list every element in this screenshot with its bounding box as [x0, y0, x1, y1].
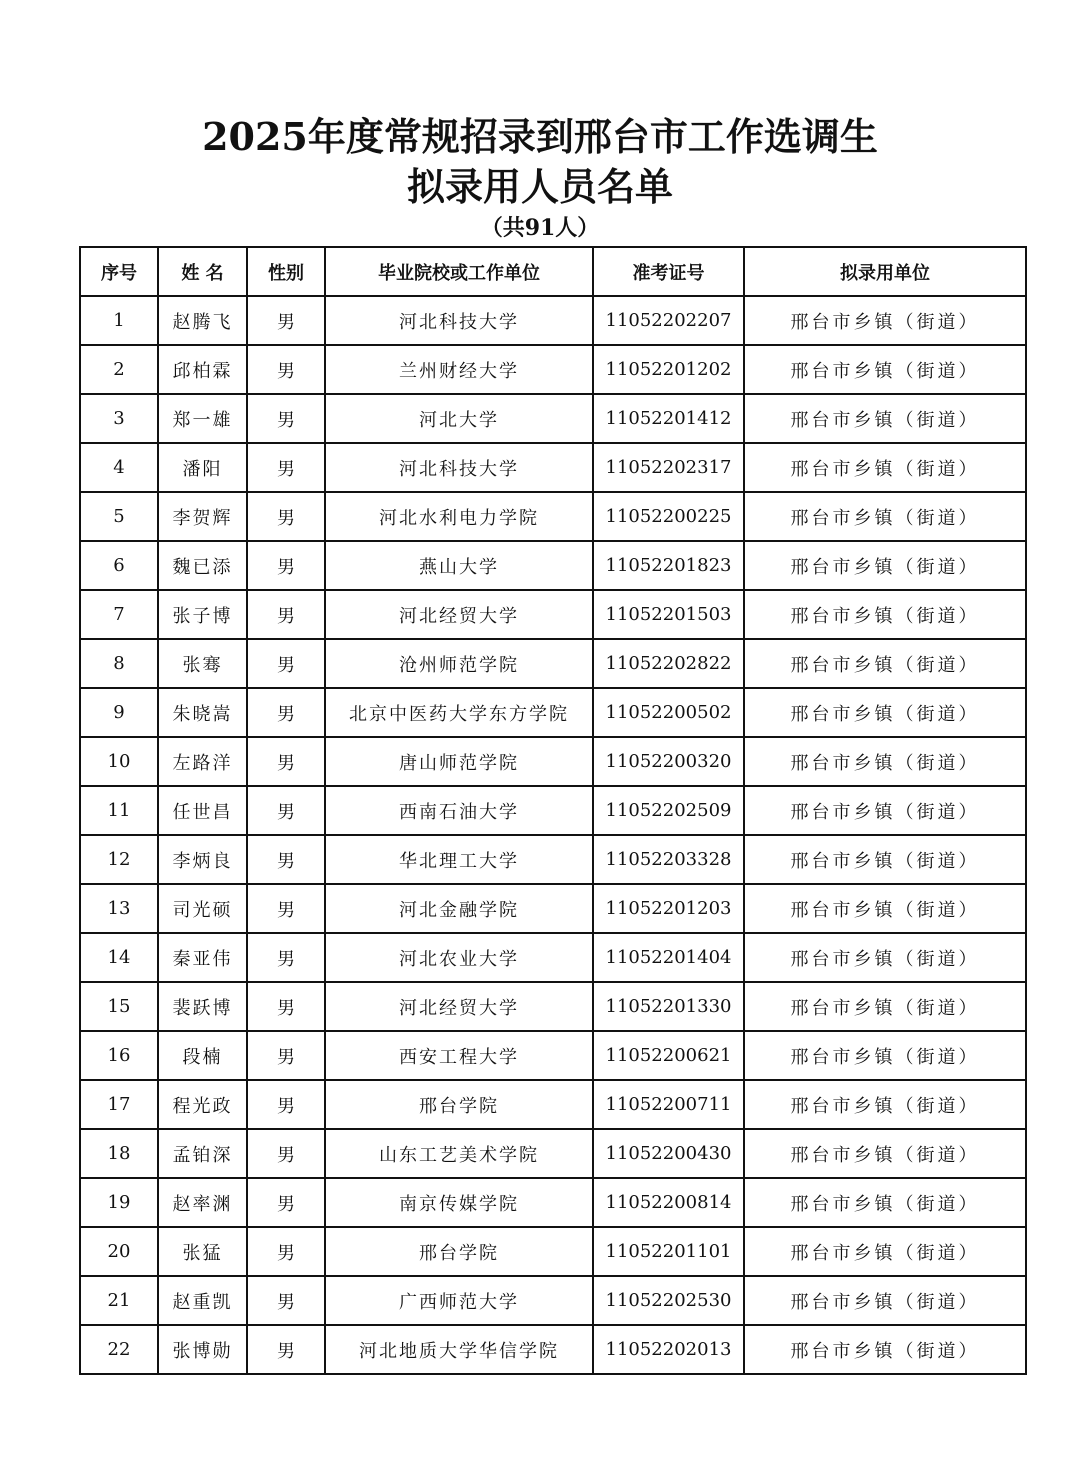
table-row	[80, 1227, 1026, 1276]
cell-name: 赵率渊	[158, 1178, 247, 1227]
cell-index: 15	[80, 982, 158, 1031]
cell-index: 2	[80, 345, 158, 394]
cell-assigned-unit: 邢台市乡镇（街道）	[744, 1031, 1026, 1080]
cell-exam-number: 11052201412	[593, 394, 744, 443]
cell-assigned-unit: 邢台市乡镇（街道）	[744, 1178, 1026, 1227]
cell-index: 1	[80, 296, 158, 345]
cell-gender: 男	[247, 933, 325, 982]
cell-name: 孟铂深	[158, 1129, 247, 1178]
cell-name: 张猛	[158, 1227, 247, 1276]
cell-name: 潘阳	[158, 443, 247, 492]
cell-exam-number: 11052200320	[593, 737, 744, 786]
table-row	[80, 345, 1026, 394]
cell-name: 魏已添	[158, 541, 247, 590]
cell-name: 张子博	[158, 590, 247, 639]
cell-school: 河北经贸大学	[325, 982, 593, 1031]
cell-name: 张骞	[158, 639, 247, 688]
cell-exam-number: 11052201330	[593, 982, 744, 1031]
cell-gender: 男	[247, 737, 325, 786]
table-row	[80, 982, 1026, 1031]
cell-school: 邢台学院	[325, 1227, 593, 1276]
cell-gender: 男	[247, 1031, 325, 1080]
cell-exam-number: 11052201404	[593, 933, 744, 982]
cell-index: 9	[80, 688, 158, 737]
cell-school: 邢台学院	[325, 1080, 593, 1129]
document-title-line-2: 拟录用人员名单	[406, 164, 673, 209]
cell-index: 14	[80, 933, 158, 982]
cell-school: 河北科技大学	[325, 443, 593, 492]
table-row	[80, 688, 1026, 737]
cell-assigned-unit: 邢台市乡镇（街道）	[744, 982, 1026, 1031]
cell-exam-number: 11052202013	[593, 1325, 744, 1374]
cell-gender: 男	[247, 296, 325, 345]
cell-name: 任世昌	[158, 786, 247, 835]
cell-gender: 男	[247, 590, 325, 639]
cell-assigned-unit: 邢台市乡镇（街道）	[744, 1276, 1026, 1325]
cell-index: 19	[80, 1178, 158, 1227]
cell-name: 段楠	[158, 1031, 247, 1080]
cell-name: 朱晓嵩	[158, 688, 247, 737]
cell-exam-number: 11052203328	[593, 835, 744, 884]
cell-gender: 男	[247, 443, 325, 492]
header-row	[80, 247, 1026, 296]
cell-assigned-unit: 邢台市乡镇（街道）	[744, 786, 1026, 835]
cell-index: 21	[80, 1276, 158, 1325]
cell-index: 20	[80, 1227, 158, 1276]
cell-index: 4	[80, 443, 158, 492]
cell-index: 5	[80, 492, 158, 541]
cell-school: 河北农业大学	[325, 933, 593, 982]
cell-name: 司光硕	[158, 884, 247, 933]
cell-index: 7	[80, 590, 158, 639]
cell-name: 程光政	[158, 1080, 247, 1129]
header-school: 毕业院校或工作单位	[325, 247, 593, 296]
table-row	[80, 835, 1026, 884]
cell-school: 沧州师范学院	[325, 639, 593, 688]
cell-exam-number: 11052201202	[593, 345, 744, 394]
cell-index: 13	[80, 884, 158, 933]
cell-index: 11	[80, 786, 158, 835]
title-block	[0, 112, 1080, 246]
cell-assigned-unit: 邢台市乡镇（街道）	[744, 835, 1026, 884]
cell-school: 西南石油大学	[325, 786, 593, 835]
cell-index: 16	[80, 1031, 158, 1080]
cell-school: 兰州财经大学	[325, 345, 593, 394]
table-row	[80, 541, 1026, 590]
cell-gender: 男	[247, 1276, 325, 1325]
cell-index: 18	[80, 1129, 158, 1178]
cell-gender: 男	[247, 884, 325, 933]
cell-index: 3	[80, 394, 158, 443]
cell-school: 南京传媒学院	[325, 1178, 593, 1227]
cell-exam-number: 11052201503	[593, 590, 744, 639]
cell-gender: 男	[247, 1227, 325, 1276]
cell-school: 河北大学	[325, 394, 593, 443]
cell-assigned-unit: 邢台市乡镇（街道）	[744, 884, 1026, 933]
cell-index: 12	[80, 835, 158, 884]
table-row	[80, 933, 1026, 982]
cell-gender: 男	[247, 1080, 325, 1129]
cell-assigned-unit: 邢台市乡镇（街道）	[744, 933, 1026, 982]
cell-name: 李炳良	[158, 835, 247, 884]
cell-assigned-unit: 邢台市乡镇（街道）	[744, 639, 1026, 688]
cell-assigned-unit: 邢台市乡镇（街道）	[744, 443, 1026, 492]
cell-assigned-unit: 邢台市乡镇（街道）	[744, 1080, 1026, 1129]
cell-school: 燕山大学	[325, 541, 593, 590]
table-row	[80, 1129, 1026, 1178]
cell-assigned-unit: 邢台市乡镇（街道）	[744, 296, 1026, 345]
cell-exam-number: 11052202822	[593, 639, 744, 688]
table-row	[80, 590, 1026, 639]
cell-exam-number: 11052201823	[593, 541, 744, 590]
document-subtitle-count: （共91人）	[480, 215, 600, 241]
cell-exam-number: 11052200711	[593, 1080, 744, 1129]
header-name: 姓 名	[158, 247, 247, 296]
cell-name: 郑一雄	[158, 394, 247, 443]
table-row	[80, 884, 1026, 933]
cell-exam-number: 11052201203	[593, 884, 744, 933]
table-row	[80, 1325, 1026, 1374]
candidate-roster-table	[79, 246, 1027, 1375]
cell-name: 张博勋	[158, 1325, 247, 1374]
cell-assigned-unit: 邢台市乡镇（街道）	[744, 345, 1026, 394]
cell-exam-number: 11052202509	[593, 786, 744, 835]
table-row	[80, 1080, 1026, 1129]
cell-gender: 男	[247, 639, 325, 688]
table-row	[80, 1178, 1026, 1227]
cell-gender: 男	[247, 1178, 325, 1227]
cell-gender: 男	[247, 688, 325, 737]
cell-gender: 男	[247, 1129, 325, 1178]
header-gender: 性别	[247, 247, 325, 296]
cell-name: 左路洋	[158, 737, 247, 786]
cell-exam-number: 11052200621	[593, 1031, 744, 1080]
table-row	[80, 394, 1026, 443]
cell-school: 河北经贸大学	[325, 590, 593, 639]
cell-school: 河北地质大学华信学院	[325, 1325, 593, 1374]
cell-exam-number: 11052202207	[593, 296, 744, 345]
cell-exam-number: 11052200430	[593, 1129, 744, 1178]
cell-school: 河北科技大学	[325, 296, 593, 345]
cell-school: 山东工艺美术学院	[325, 1129, 593, 1178]
table-row	[80, 296, 1026, 345]
table-row	[80, 737, 1026, 786]
document-title-line-1: 2025年度常规招录到邢台市工作选调生	[202, 114, 878, 159]
header-exam-number: 准考证号	[593, 247, 744, 296]
cell-assigned-unit: 邢台市乡镇（街道）	[744, 737, 1026, 786]
cell-school: 河北金融学院	[325, 884, 593, 933]
cell-school: 河北水利电力学院	[325, 492, 593, 541]
cell-name: 赵腾飞	[158, 296, 247, 345]
table-row	[80, 492, 1026, 541]
cell-assigned-unit: 邢台市乡镇（街道）	[744, 1325, 1026, 1374]
cell-index: 8	[80, 639, 158, 688]
table-row	[80, 1031, 1026, 1080]
cell-name: 邱柏霖	[158, 345, 247, 394]
table-header	[80, 247, 1026, 296]
cell-name: 赵重凯	[158, 1276, 247, 1325]
cell-assigned-unit: 邢台市乡镇（街道）	[744, 541, 1026, 590]
cell-gender: 男	[247, 541, 325, 590]
cell-gender: 男	[247, 394, 325, 443]
cell-index: 17	[80, 1080, 158, 1129]
cell-gender: 男	[247, 1325, 325, 1374]
table-row	[80, 443, 1026, 492]
cell-gender: 男	[247, 492, 325, 541]
cell-index: 10	[80, 737, 158, 786]
cell-assigned-unit: 邢台市乡镇（街道）	[744, 688, 1026, 737]
cell-assigned-unit: 邢台市乡镇（街道）	[744, 590, 1026, 639]
table-body	[80, 296, 1026, 1374]
table-row	[80, 786, 1026, 835]
cell-assigned-unit: 邢台市乡镇（街道）	[744, 394, 1026, 443]
cell-exam-number: 11052202317	[593, 443, 744, 492]
cell-assigned-unit: 邢台市乡镇（街道）	[744, 1227, 1026, 1276]
header-index: 序号	[80, 247, 158, 296]
cell-exam-number: 11052202530	[593, 1276, 744, 1325]
table-row	[80, 639, 1026, 688]
cell-gender: 男	[247, 835, 325, 884]
cell-index: 22	[80, 1325, 158, 1374]
cell-name: 秦亚伟	[158, 933, 247, 982]
cell-gender: 男	[247, 345, 325, 394]
cell-school: 唐山师范学院	[325, 737, 593, 786]
cell-gender: 男	[247, 982, 325, 1031]
cell-school: 北京中医药大学东方学院	[325, 688, 593, 737]
header-assigned-unit: 拟录用单位	[744, 247, 1026, 296]
cell-assigned-unit: 邢台市乡镇（街道）	[744, 1129, 1026, 1178]
cell-school: 西安工程大学	[325, 1031, 593, 1080]
cell-school: 华北理工大学	[325, 835, 593, 884]
cell-exam-number: 11052200225	[593, 492, 744, 541]
table-row	[80, 1276, 1026, 1325]
cell-gender: 男	[247, 786, 325, 835]
cell-index: 6	[80, 541, 158, 590]
cell-exam-number: 11052200502	[593, 688, 744, 737]
cell-name: 裴跃博	[158, 982, 247, 1031]
cell-name: 李贺辉	[158, 492, 247, 541]
cell-school: 广西师范大学	[325, 1276, 593, 1325]
cell-assigned-unit: 邢台市乡镇（街道）	[744, 492, 1026, 541]
cell-exam-number: 11052200814	[593, 1178, 744, 1227]
cell-exam-number: 11052201101	[593, 1227, 744, 1276]
